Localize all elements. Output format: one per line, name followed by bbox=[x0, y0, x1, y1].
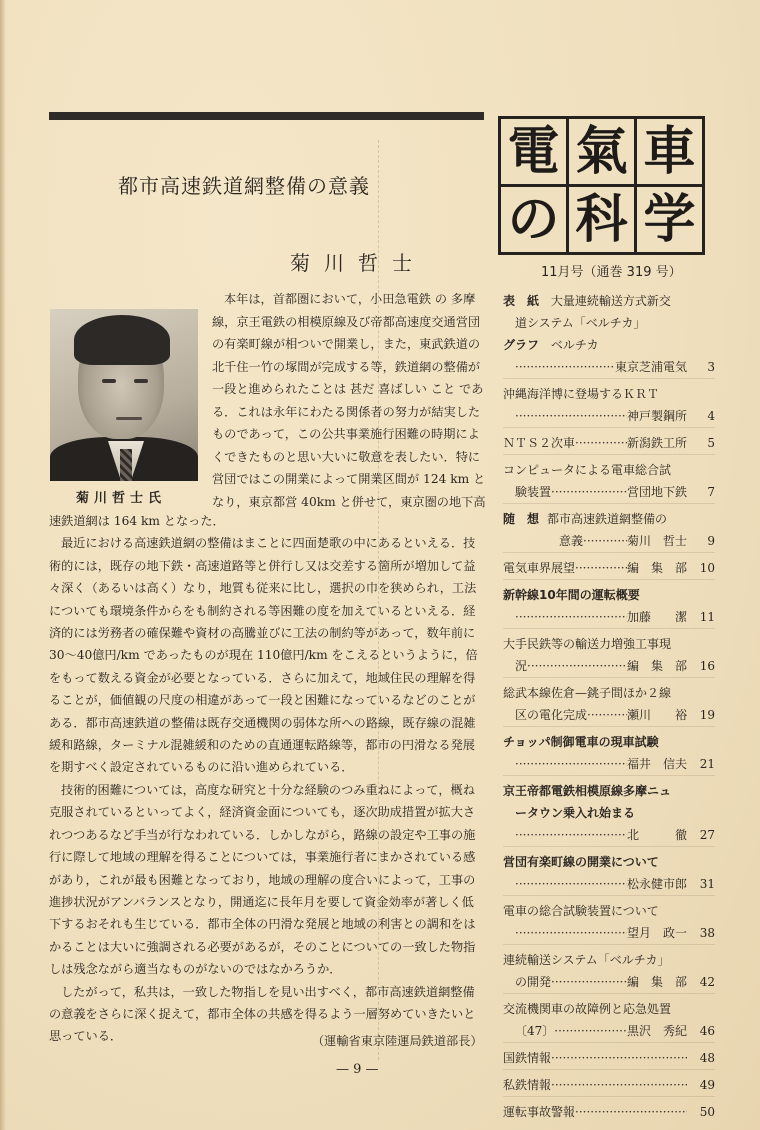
body-text-line: をもって数える資金が必要となっている．さらに加えて，地域住民の理解を得 bbox=[49, 670, 476, 685]
body-text-line: についても環境条件からをも制約される等困難の度を加えているといえる．経 bbox=[49, 603, 476, 618]
toc-leader-line bbox=[503, 704, 715, 726]
toc-entry[interactable] bbox=[503, 726, 715, 775]
toc-title: 都市高速鉄道網整備の bbox=[547, 512, 668, 526]
page-number: — 9 — bbox=[336, 1062, 379, 1077]
toc-title: 総武本線佐倉—銚子間ほか２線 bbox=[503, 686, 672, 700]
body-text-line: れつつあるなど手当が行なわれている．しかしながら，路線の設定や工事の施 bbox=[49, 827, 476, 842]
leader-dots bbox=[515, 356, 615, 378]
toc-author: 望月 政一 bbox=[626, 926, 687, 940]
body-text-line: 術的には，既存の地下鉄・高速道路等と併行し又は交差する箇所が増加して益 bbox=[49, 558, 476, 573]
body-text-line: したがって，私共は，一致した物指しを見い出すべく，都市高速鉄道網整備 bbox=[61, 984, 475, 999]
body-text-line: ることが，価値観の尺度の相違があって一段と困難になっているなどのことが bbox=[49, 693, 476, 708]
toc-title: チョッパ制御電車の現車試験 bbox=[503, 735, 659, 749]
toc-author: 瀬川 裕 bbox=[626, 708, 687, 722]
toc-title-cont: 況 bbox=[515, 659, 528, 673]
toc-leader-line bbox=[503, 530, 715, 552]
leader-dots bbox=[575, 557, 627, 579]
toc-title-cont: 区の電化完成 bbox=[515, 708, 588, 722]
toc-entry[interactable] bbox=[503, 427, 715, 454]
toc-title: 新幹線10年間の運転概要 bbox=[503, 588, 640, 602]
author-portrait-photo bbox=[50, 309, 198, 481]
body-text-line: 々深く（あるいは高く）なり，地質も従来に比し，選択の巾を狭められ，工法 bbox=[49, 581, 477, 596]
toc-title: ＮＴＳ２次車 bbox=[503, 436, 576, 450]
leader-dots bbox=[554, 1020, 627, 1042]
toc-page: 16 bbox=[699, 659, 715, 673]
title-rule-bar bbox=[49, 112, 484, 120]
leader-dots bbox=[551, 1074, 687, 1096]
toc-title-cont: の開発 bbox=[515, 975, 552, 989]
toc-leader-line bbox=[503, 971, 715, 993]
toc-entry[interactable] bbox=[503, 378, 715, 427]
toc-leader-line bbox=[503, 606, 715, 628]
article-body bbox=[49, 510, 489, 1048]
body-text-line: 最近における高速鉄道網の整備はまことに四面楚歌の中にあるといえる．技 bbox=[61, 536, 476, 551]
author-affiliation: （運輸省東京陸運局鉄道部長） bbox=[312, 1034, 483, 1048]
toc-leader-line bbox=[503, 432, 715, 454]
body-text-line: 思っている． bbox=[49, 1029, 123, 1044]
toc-entry[interactable] bbox=[503, 944, 715, 993]
leader-dots bbox=[515, 405, 627, 427]
toc-leader-line bbox=[503, 873, 715, 895]
body-text-line: 緩和路線，ターミナル混雑緩和のための直通運転路線等，都市の円滑なる発展 bbox=[49, 738, 475, 753]
leader-dots bbox=[515, 606, 627, 628]
toc-author: 北 徹 bbox=[626, 828, 687, 842]
toc-leader-line bbox=[503, 1047, 715, 1069]
toc-title-line bbox=[503, 780, 715, 802]
toc-title: 京王帝都電鉄相模原線多摩ニュ bbox=[503, 784, 672, 798]
toc-title: ータウン乗入れ始まる bbox=[515, 806, 636, 820]
toc-page: 31 bbox=[699, 877, 715, 891]
body-text-line: の有楽町線が相ついで開業し，また，東武鉄道の bbox=[212, 337, 481, 351]
body-text-line: 行に際して地域の理解を得ることについては，事業施行者にまかされている感 bbox=[49, 850, 476, 865]
toc-page: 21 bbox=[699, 757, 715, 771]
toc-title: 私鉄情報 bbox=[503, 1078, 552, 1092]
body-text-line: 済的には労務者の確保難や資材の高騰並びに工法の制約等があって，数年前に bbox=[49, 626, 476, 641]
toc-entry[interactable] bbox=[503, 895, 715, 944]
toc-leader-line bbox=[503, 922, 715, 944]
toc-title: 国鉄情報 bbox=[503, 1051, 552, 1065]
toc-author: 松永健市郎 bbox=[626, 877, 687, 891]
toc-author: 新潟鉄工所 bbox=[626, 436, 687, 450]
toc-title: 交流機関車の故障例と応急処置 bbox=[503, 1002, 672, 1016]
toc-leader-line bbox=[503, 655, 715, 677]
body-text-line: 進捗状況がアンバランスとなり，開通迄に長年月を要して資金効率が著しく低 bbox=[49, 894, 474, 909]
body-text-line: くできたものと思い大いに敬意を表したい．特に bbox=[212, 449, 481, 464]
toc-page: 46 bbox=[699, 1024, 715, 1038]
toc-page: 19 bbox=[699, 708, 715, 722]
toc-author: 編 集 部 bbox=[626, 659, 687, 673]
body-text-line: ある．都市高速鉄道の整備は既存交通機関の弱体な所への路線，既存線の混雑 bbox=[49, 715, 476, 730]
toc-title: コンピュータによる電車総合試 bbox=[503, 463, 672, 477]
toc-page: 27 bbox=[699, 828, 715, 842]
toc-leader-line bbox=[503, 481, 715, 503]
leader-dots bbox=[551, 481, 627, 503]
toc-author: 営団地下鉄 bbox=[626, 485, 687, 499]
body-text-line: 下するおそれも生じている．都市全体の円滑な発展と地域の利害との調和をは bbox=[49, 917, 476, 932]
table-of-contents bbox=[503, 290, 715, 1123]
photo-caption: 菊川哲士氏 bbox=[76, 491, 167, 506]
toc-title-line bbox=[503, 998, 715, 1020]
toc-entry[interactable] bbox=[503, 993, 715, 1042]
toc-title: 連続輸送システム「ベルチカ」 bbox=[503, 953, 670, 967]
toc-title: ベルチカ bbox=[550, 338, 599, 352]
toc-author: 加藤 潔 bbox=[626, 610, 687, 624]
body-text-line: る．これは永年にわたる関係者の努力が結実した bbox=[212, 404, 481, 419]
toc-entry[interactable] bbox=[503, 552, 715, 579]
masthead-char: 電 bbox=[501, 119, 566, 184]
body-text-line: 技術的困難については，高度な研究と十分な経験のつみ重ねによって，概ね bbox=[61, 782, 475, 797]
toc-category: 随 想 bbox=[503, 512, 540, 526]
toc-page: 42 bbox=[699, 975, 715, 989]
toc-leader-line bbox=[503, 405, 715, 427]
toc-page: 38 bbox=[699, 926, 715, 940]
toc-author: 東京芝浦電気 bbox=[614, 360, 687, 374]
toc-title-line bbox=[503, 633, 715, 655]
toc-title: 道システム「ベルチカ」 bbox=[515, 316, 646, 330]
leader-dots bbox=[527, 655, 627, 677]
toc-entry[interactable] bbox=[503, 846, 715, 895]
leader-dots bbox=[515, 753, 627, 775]
body-text-line: があり，これが最も困難となっており，地域の理解の度合いによって，工事の bbox=[49, 872, 476, 887]
masthead-char: 学 bbox=[637, 187, 702, 252]
leader-dots bbox=[515, 922, 627, 944]
toc-entry[interactable] bbox=[503, 775, 715, 846]
body-text-line: 線，京王電鉄の相模原線及び帝都高速度交通営団 bbox=[212, 314, 481, 329]
toc-title: 沖縄海洋博に登場するＫＲＴ bbox=[503, 387, 660, 401]
body-text-line: 北千住一竹の塚間が完成する等，鉄道網の整備が bbox=[212, 359, 481, 374]
masthead-char: 車 bbox=[637, 119, 702, 184]
leader-dots bbox=[551, 971, 627, 993]
toc-leader-line bbox=[503, 557, 715, 579]
body-text-line: しは残念ながら適当なものがないのではなかろうか． bbox=[49, 962, 342, 977]
toc-title: 電車の総合試験装置について bbox=[503, 904, 659, 918]
toc-author: 編 集 部 bbox=[626, 561, 687, 575]
toc-title-line bbox=[503, 900, 715, 922]
toc-title: 大手民鉄等の輸送力増強工事現 bbox=[503, 637, 672, 651]
toc-entry[interactable] bbox=[503, 503, 715, 552]
toc-page: 3 bbox=[707, 360, 715, 374]
toc-title-line bbox=[503, 508, 715, 530]
toc-entry[interactable] bbox=[503, 579, 715, 628]
toc-author: 菊川 哲士 bbox=[626, 534, 687, 548]
toc-title-line bbox=[503, 851, 715, 873]
body-text-line: を期すべく設定されているものに沿い進められている． bbox=[49, 760, 354, 775]
toc-page: 7 bbox=[707, 485, 715, 499]
toc-page: 9 bbox=[707, 534, 715, 548]
body-text-line: 営団ではこの開業によって開業区間が 124 km と bbox=[212, 472, 486, 486]
toc-entry[interactable] bbox=[503, 1069, 715, 1096]
body-text-line: ものであって，この公共事業施行困難の時期によ bbox=[212, 427, 480, 441]
toc-title: 大量連続輸送方式新交 bbox=[550, 294, 671, 308]
body-text-line: かることは大いに強調される必要があるが，そのことについての一致した物指 bbox=[49, 939, 476, 954]
body-text-line: 克服されているといってよく，経済資金面についても，逐次助成措置が拡大さ bbox=[49, 805, 476, 820]
leader-dots bbox=[575, 1101, 687, 1123]
toc-entry[interactable] bbox=[503, 628, 715, 677]
toc-title-line bbox=[503, 459, 715, 481]
toc-author: 福井 信夫 bbox=[626, 757, 687, 771]
issue-number: 11月号（通巻 319 号） bbox=[541, 265, 682, 280]
masthead-char: 氣 bbox=[569, 119, 634, 184]
article-title: 都市高速鉄道網整備の意義 bbox=[118, 174, 370, 198]
body-text-line: 一段と進められたことは 甚だ 喜ばしい こと であ bbox=[212, 382, 484, 396]
masthead-char: 科 bbox=[569, 187, 634, 252]
toc-cover-entry[interactable] bbox=[503, 290, 715, 312]
toc-title-line bbox=[503, 949, 715, 971]
toc-leader-line bbox=[503, 824, 715, 846]
leader-dots bbox=[515, 873, 627, 895]
toc-graph-entry-cont[interactable] bbox=[503, 356, 715, 378]
toc-title-line bbox=[503, 584, 715, 606]
toc-cover-entry-cont[interactable] bbox=[503, 312, 715, 334]
toc-title-cont: 〔47〕 bbox=[515, 1024, 555, 1038]
toc-page: 48 bbox=[699, 1051, 715, 1065]
toc-title: 電気車界展望 bbox=[503, 561, 576, 575]
toc-page: 49 bbox=[699, 1078, 715, 1092]
leader-dots bbox=[575, 432, 627, 454]
article-author: 菊川哲士 bbox=[290, 251, 426, 275]
toc-graph-entry[interactable] bbox=[503, 334, 715, 356]
leader-dots bbox=[583, 530, 627, 552]
toc-leader-line bbox=[503, 1101, 715, 1123]
toc-title-cont: 験装置 bbox=[515, 485, 552, 499]
toc-title: 運転事故警報 bbox=[503, 1105, 576, 1119]
body-text-line: なり，東京都営 40km と併せて，東京圏の地下高 bbox=[212, 494, 486, 509]
toc-leader-line bbox=[503, 753, 715, 775]
toc-title-line bbox=[503, 731, 715, 753]
toc-author: 黒沢 秀紀 bbox=[626, 1024, 687, 1038]
toc-page: 4 bbox=[707, 409, 715, 423]
toc-author: 編 集 部 bbox=[626, 975, 687, 989]
toc-category: 表 紙 bbox=[503, 294, 540, 308]
toc-entry[interactable] bbox=[503, 454, 715, 503]
article-intro-column bbox=[212, 288, 490, 513]
body-text-line: 本年は，首都圏において，小田急電鉄 の 多摩 bbox=[224, 292, 476, 306]
magazine-masthead-logo bbox=[498, 116, 705, 255]
masthead-char: の bbox=[501, 187, 566, 252]
toc-title-line bbox=[503, 383, 715, 405]
toc-leader-line bbox=[503, 1020, 715, 1042]
page-binding-shadow bbox=[0, 0, 6, 1130]
body-text-line: 30〜40億円/km であったものが現在 110億円/km をこえるというように，倍 bbox=[49, 648, 478, 663]
toc-page: 11 bbox=[699, 610, 715, 624]
leader-dots bbox=[587, 704, 627, 726]
toc-category: グラフ bbox=[503, 338, 540, 352]
body-text-line: 速鉄道網は 164 km となった． bbox=[49, 514, 225, 528]
toc-title-line bbox=[503, 802, 715, 824]
toc-page: 10 bbox=[699, 561, 715, 575]
toc-title-cont: 意義 bbox=[559, 534, 584, 548]
toc-page: 50 bbox=[699, 1105, 715, 1119]
leader-dots bbox=[515, 824, 627, 846]
body-text-line: の意義をさらに深く捉えて，都市全体の共感を得るよう一層努めていきたいと bbox=[49, 1006, 476, 1021]
toc-leader-line bbox=[503, 1074, 715, 1096]
toc-author: 神戸製鋼所 bbox=[626, 409, 687, 423]
toc-entry[interactable] bbox=[503, 1096, 715, 1123]
toc-title: 営団有楽町線の開業について bbox=[503, 855, 659, 869]
toc-entry[interactable] bbox=[503, 677, 715, 726]
toc-title-line bbox=[503, 682, 715, 704]
leader-dots bbox=[551, 1047, 687, 1069]
toc-page: 5 bbox=[707, 436, 715, 450]
toc-entry[interactable] bbox=[503, 1042, 715, 1069]
